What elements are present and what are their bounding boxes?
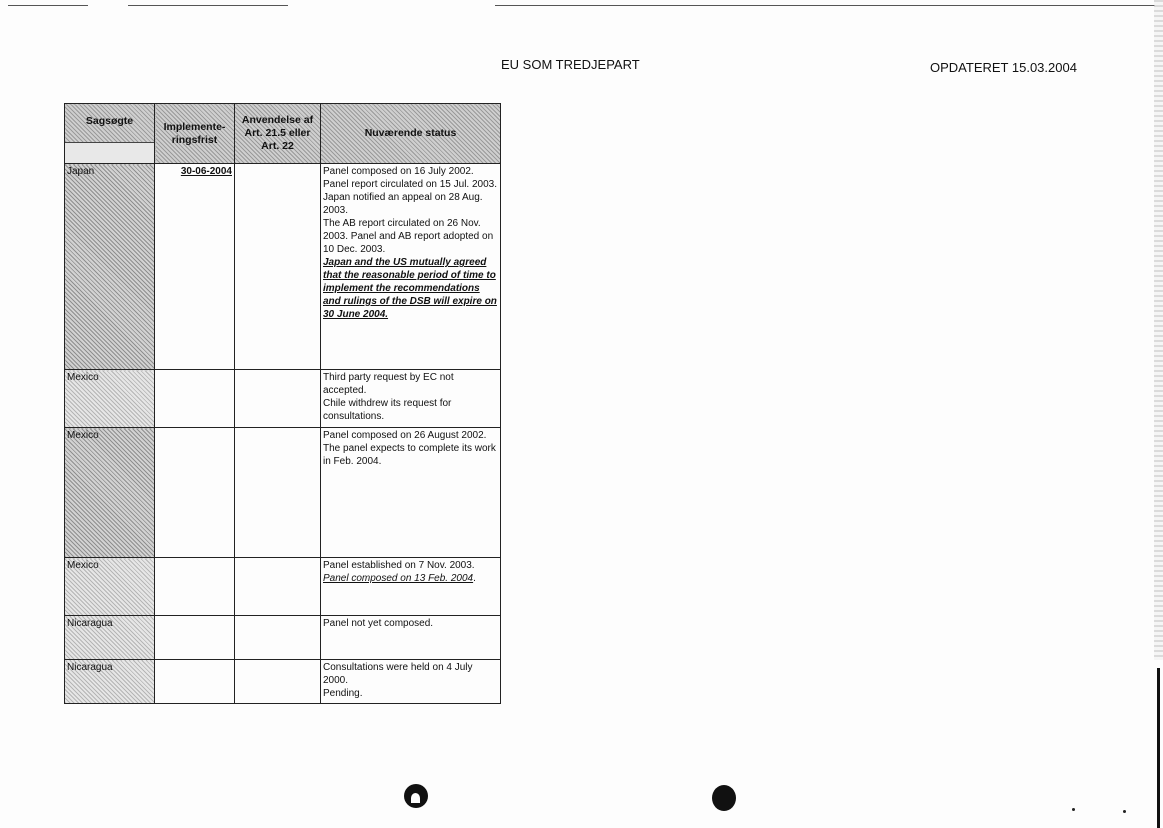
- status-emphasis: Japan and the US mutually agreed that the reasonable period of time to implement the recommendations and rulings of the DSB will expire on 30 June 2004.: [323, 257, 497, 320]
- respondent-cell: Mexico: [65, 428, 155, 558]
- status-line: Third party request by EC not accepted.: [323, 372, 454, 396]
- column-header-status: Nuværende status: [321, 104, 501, 164]
- top-rule: [495, 5, 1155, 6]
- deadline-cell: 30-06-2004: [155, 164, 235, 370]
- status-cell: [321, 164, 501, 370]
- table-row: [65, 164, 501, 370]
- status-line: Panel composed on 26 August 2002.: [323, 430, 487, 441]
- status-line: The AB report circulated on 26 Nov. 2003. Panel and AB report adopted on 10 Dec. 2003.: [323, 218, 494, 255]
- table-row: [65, 660, 501, 704]
- respondent-cell: Japan: [65, 164, 155, 370]
- punch-hole-icon: [712, 785, 736, 811]
- status-line: Pending.: [323, 688, 363, 699]
- status-cell: [321, 616, 501, 660]
- status-line: The panel expects to complete its work in Feb. 2004.: [323, 443, 496, 467]
- status-line: Panel not yet composed.: [323, 618, 434, 629]
- top-rule: [8, 5, 88, 6]
- status-line: Panel report circulated on 15 Jul. 2003.: [323, 179, 497, 190]
- column-header-respondent: Sagsøgte: [65, 104, 155, 164]
- deadline-cell: [155, 616, 235, 660]
- status-cell: [321, 558, 501, 616]
- respondent-cell: Nicaragua: [65, 616, 155, 660]
- status-line: Consultations were held on 4 July 2000.: [323, 662, 473, 686]
- status-cell: [321, 370, 501, 428]
- status-emphasis: Panel composed on 13 Feb. 2004: [323, 573, 474, 584]
- status-line: Japan notified an appeal on 28 Aug. 2003.: [323, 192, 483, 216]
- deadline-cell: [155, 428, 235, 558]
- scan-speck: [1123, 810, 1126, 813]
- table-row: [65, 370, 501, 428]
- column-header-deadline: Implemente-ringsfrist: [155, 104, 235, 164]
- article-cell: [235, 660, 321, 704]
- top-rule: [128, 5, 288, 6]
- status-line: Panel composed on 16 July 2002.: [323, 166, 474, 177]
- table-row: [65, 616, 501, 660]
- scan-edge-bar: [1157, 668, 1160, 828]
- scan-edge: [1154, 0, 1163, 660]
- article-cell: [235, 164, 321, 370]
- status-line: Chile withdrew its request for consultations.: [323, 398, 452, 422]
- respondent-cell: Mexico: [65, 370, 155, 428]
- status-trailing: .: [473, 573, 476, 584]
- deadline-cell: [155, 370, 235, 428]
- deadline-cell: [155, 558, 235, 616]
- status-line: Panel established on 7 Nov. 2003.: [323, 560, 475, 571]
- article-cell: [235, 428, 321, 558]
- respondent-cell: Mexico: [65, 558, 155, 616]
- punch-hole-icon: [404, 784, 428, 808]
- article-cell: [235, 370, 321, 428]
- document-title: EU SOM TREDJEPART: [501, 57, 640, 72]
- status-cell: [321, 660, 501, 704]
- column-header-article: Anvendelse af Art. 21.5 eller Art. 22: [235, 104, 321, 164]
- table-row: [65, 558, 501, 616]
- dispute-table: [64, 103, 501, 704]
- article-cell: [235, 558, 321, 616]
- table-row: [65, 428, 501, 558]
- scan-speck: [1072, 808, 1075, 811]
- updated-date: OPDATERET 15.03.2004: [930, 60, 1077, 75]
- article-cell: [235, 616, 321, 660]
- status-cell: [321, 428, 501, 558]
- respondent-cell: Nicaragua: [65, 660, 155, 704]
- deadline-cell: [155, 660, 235, 704]
